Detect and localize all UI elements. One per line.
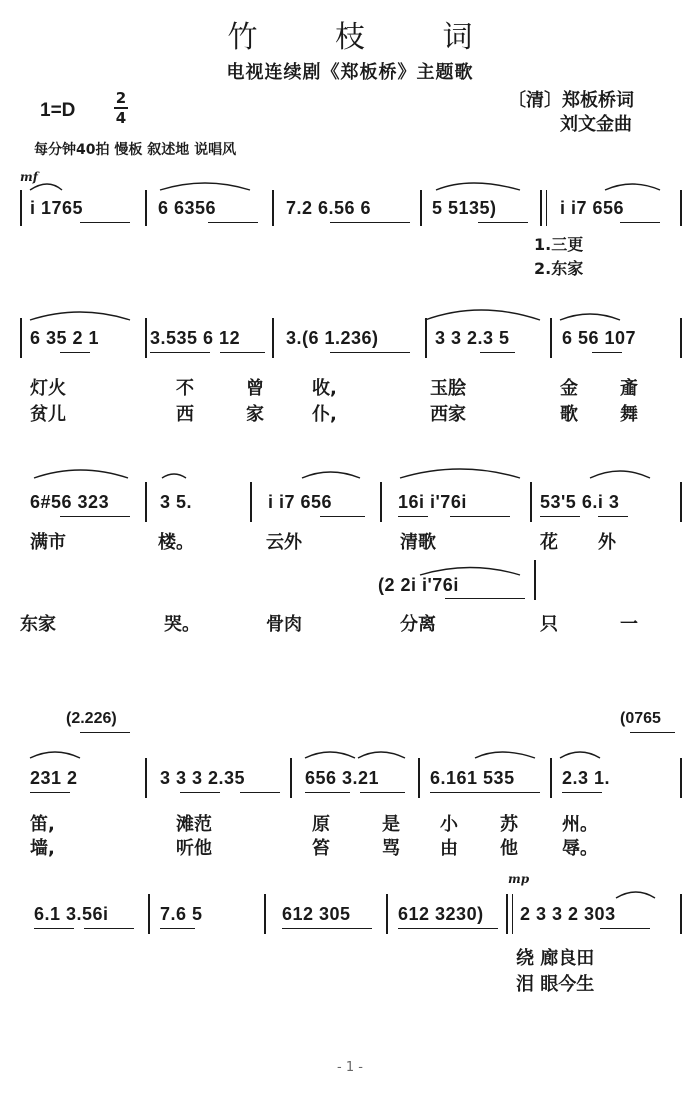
measure: 612 305	[282, 904, 351, 924]
slur	[590, 471, 650, 478]
lyric: 西	[176, 404, 194, 425]
barline	[680, 190, 682, 226]
barline	[546, 190, 547, 226]
dynamic-mp: mp	[508, 872, 530, 886]
lyric: 满市	[30, 532, 66, 553]
underline	[220, 352, 265, 353]
slur	[475, 752, 535, 758]
verse-2-start: 2.东家	[534, 259, 584, 278]
slur	[425, 310, 540, 320]
lyric: 辱。	[562, 838, 598, 859]
lyric: 家	[246, 404, 264, 425]
lyric: 骂	[382, 838, 400, 859]
measure: 6 56 107	[562, 328, 637, 348]
barline	[380, 482, 382, 522]
slur	[34, 470, 128, 478]
underline	[320, 516, 365, 517]
key-signature: 1=D	[40, 100, 76, 121]
lyric: 分离	[400, 614, 436, 635]
barline	[680, 482, 682, 522]
slur	[400, 469, 520, 478]
barline	[680, 318, 682, 358]
measure: 6 35 2 1	[30, 328, 100, 348]
measure: 6.161 535	[430, 768, 515, 788]
lyric: 只	[540, 614, 558, 635]
lyric: 骨肉	[266, 614, 302, 635]
slur	[160, 183, 250, 190]
underline	[562, 792, 602, 793]
barline	[418, 758, 420, 798]
measure: 3.(6 1.236)	[286, 328, 379, 348]
underline	[208, 222, 258, 223]
underline	[240, 792, 280, 793]
lyric: 不	[176, 378, 194, 399]
lyric: 他	[500, 838, 518, 859]
lyric: 是	[382, 814, 400, 835]
lyricist-credit: 〔清〕郑板桥词	[508, 90, 634, 111]
measure: 3 5.	[160, 492, 193, 512]
measure: 612 3230)	[398, 904, 484, 924]
barline	[250, 482, 252, 522]
barline	[264, 894, 266, 934]
underline	[620, 222, 660, 223]
underline	[540, 516, 580, 517]
underline	[450, 516, 510, 517]
slur	[560, 314, 620, 320]
underline	[150, 352, 210, 353]
verse-1-start: 1.三更	[534, 235, 584, 254]
dynamic-mf: mf	[20, 170, 38, 184]
lyric: 贫儿	[30, 404, 66, 425]
lyric: 听他	[176, 838, 212, 859]
underline	[282, 928, 372, 929]
slur	[30, 184, 62, 190]
time-sig-bottom: 4	[115, 109, 127, 127]
underline	[598, 516, 628, 517]
cue-notes: (2.226)	[66, 710, 117, 727]
barline	[530, 482, 532, 522]
measure: 16i i'76i	[398, 492, 467, 512]
measure: 53'5 6.i 3	[540, 492, 620, 512]
underline	[330, 222, 410, 223]
barline	[145, 482, 147, 522]
lyric: 舞	[620, 404, 638, 425]
cue-notes: (0765	[620, 710, 661, 727]
lyric: 哭。	[164, 614, 200, 635]
slur	[30, 312, 130, 320]
underline	[180, 792, 220, 793]
lyric: 泪 眼今生	[516, 974, 595, 995]
underline	[34, 928, 74, 929]
measure: 3 3 2.3 5	[435, 328, 510, 348]
slur	[436, 183, 520, 190]
barline	[534, 560, 536, 600]
lyric: 楼。	[158, 532, 194, 553]
barline	[550, 318, 552, 358]
underline	[305, 792, 350, 793]
lyric: 墙,	[30, 838, 55, 859]
lyric: 仆,	[312, 404, 337, 425]
underline	[60, 516, 130, 517]
lyric: 清歌	[400, 532, 436, 553]
slur	[420, 568, 520, 576]
slur	[305, 752, 355, 758]
measure: 6 6356	[158, 198, 217, 218]
barline	[540, 190, 542, 226]
underline	[398, 516, 428, 517]
lyric: 笞	[312, 838, 330, 859]
measure: 6#56 323	[30, 492, 110, 512]
measure: 2.3 1.	[562, 768, 611, 788]
measure: 656 3.21	[305, 768, 380, 788]
underline	[60, 352, 90, 353]
tempo-marking: 每分钟40拍 慢板 叙述地 说唱风	[34, 142, 237, 158]
lyric: 外	[598, 532, 616, 553]
lyric: 绕 廊良田	[516, 948, 595, 969]
lyric: 齑	[620, 378, 638, 399]
slur	[30, 752, 80, 758]
underline	[30, 792, 70, 793]
slur	[616, 892, 655, 898]
barline	[272, 318, 274, 358]
underline	[630, 732, 675, 733]
lyric: 州。	[562, 814, 598, 835]
slur	[560, 752, 600, 758]
measure: i 1765	[30, 198, 84, 218]
lyric: 由	[440, 838, 458, 859]
underline	[445, 598, 525, 599]
measure: 7.2 6.56 6	[286, 198, 372, 218]
lyric: 小	[440, 814, 458, 835]
slur	[605, 184, 660, 190]
lyric: 东家	[20, 614, 56, 635]
underline	[430, 792, 540, 793]
slur	[358, 752, 405, 758]
alt-measure: (2 2i i'76i	[378, 575, 459, 595]
barline	[512, 894, 513, 934]
lyric: 歌	[560, 404, 578, 425]
measure: i i7 656	[268, 492, 333, 512]
time-sig-top: 2	[115, 89, 127, 107]
lyric: 收,	[312, 378, 337, 399]
lyric: 笛,	[30, 814, 55, 835]
song-title: 竹 枝 词	[227, 20, 507, 55]
composer-credit: 刘文金曲	[560, 114, 632, 135]
measure: 3 3 3 2.35	[160, 768, 246, 788]
measure: 2 3 3 2 303	[520, 904, 616, 924]
slur	[162, 474, 186, 478]
barline	[272, 190, 274, 226]
measure: 7.6 5	[160, 904, 203, 924]
barline	[550, 758, 552, 798]
underline	[480, 352, 515, 353]
lyric: 苏	[500, 814, 518, 835]
barline	[420, 190, 422, 226]
underline	[84, 928, 134, 929]
underline	[80, 732, 130, 733]
underline	[398, 928, 498, 929]
underline	[360, 792, 405, 793]
lyric: 原	[312, 814, 330, 835]
lyric: 花	[540, 532, 558, 553]
underline	[80, 222, 130, 223]
underline	[330, 352, 410, 353]
lyric: 金	[560, 378, 578, 399]
measure: 5 5135)	[432, 198, 497, 218]
barline	[680, 758, 682, 798]
lyric: 玉脍	[430, 378, 466, 399]
page-number: - 1 -	[337, 1060, 363, 1075]
barline	[680, 894, 682, 934]
underline	[592, 352, 622, 353]
barline	[20, 190, 22, 226]
barline	[145, 190, 147, 226]
measure: 231 2	[30, 768, 78, 788]
lyric: 灯火	[30, 378, 66, 399]
measure: i i7 656	[560, 198, 625, 218]
underline	[478, 222, 528, 223]
barline	[386, 894, 388, 934]
lyric: 曾	[246, 378, 264, 399]
barline	[20, 318, 22, 358]
song-subtitle: 电视连续剧《郑板桥》主题歌	[226, 62, 474, 83]
underline	[160, 928, 195, 929]
lyric: 西家	[430, 404, 466, 425]
underline	[600, 928, 650, 929]
barline	[145, 758, 147, 798]
lyric: 云外	[266, 532, 302, 553]
barline	[145, 318, 147, 358]
barline	[506, 894, 508, 934]
measure: 6.1 3.56i	[34, 904, 109, 924]
barline	[290, 758, 292, 798]
barline	[425, 318, 427, 358]
slur	[302, 472, 360, 478]
lyric: 滩范	[176, 814, 212, 835]
measure: 3.535 6 12	[150, 328, 241, 348]
lyric: 一	[620, 614, 638, 635]
barline	[148, 894, 150, 934]
